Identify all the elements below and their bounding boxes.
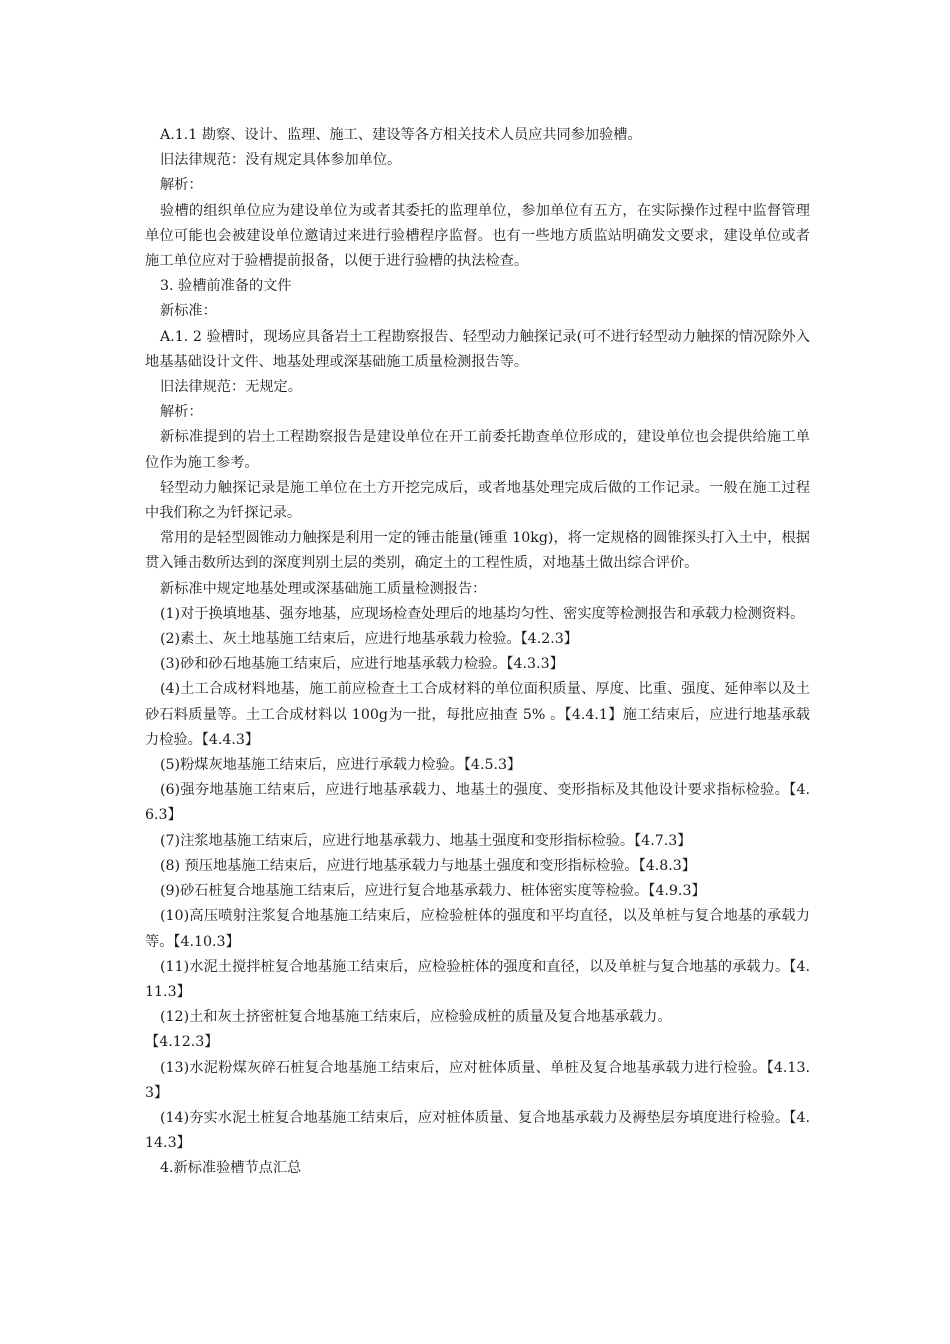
paragraph-analysis: 新标准提到的岩土工程勘察报告是建设单位在开工前委托勘查单位形成的，建设单位也会提供给施工单位作为施工参考。 [145, 429, 810, 471]
paragraph-analysis: 新标准中规定地基处理或深基础施工质量检测报告： [160, 580, 487, 597]
list-item: (11)水泥土搅拌桩复合地基施工结束后，应检验桩体的强度和直径，以及单桩与复合地基的承载力。【4.11.3】 [145, 958, 810, 1000]
list-item: (14)夯实水泥土桩复合地基施工结束后，应对桩体质量、复合地基承载力及褥垫层夯填度进行检验。【4.14.3】 [145, 1109, 810, 1152]
paragraph-analysis: 验槽的组织单位应为建设单位为或者其委托的监理单位，参加单位有五方，在实际操作过程中监督管理单位可能也会被建设单位邀请过来进行验槽程序监督。也有一些地方质监站明确发文要求，建设单位或者施工单位应对于验槽提前报备，以便于进行验槽的执法检查。 [145, 202, 810, 270]
list-item: (1)对于换填地基、强夯地基，应现场检查处理后的地基均匀性、密实度等检测报告和承载力检测资料。 [160, 605, 805, 622]
paragraph-old-rule: 旧法律规范：没有规定具体参加单位。 [160, 152, 402, 169]
list-item: (2)素土、灰土地基施工结束后，应进行地基承载力检验。【4.2.3】 [160, 631, 578, 648]
list-item: (4)土工合成材料地基，施工前应检查土工合成材料的单位面积质量、厚度、比重、强度、延伸率以及土砂石料质量等。土工合成材料以 100g为一批，每批应抽查 5% 。【4.4.1】施工结束后，应进行地基承载力检验。【4.4.3】 [145, 681, 810, 748]
list-item: (9)砂石桩复合地基施工结束后，应进行复合地基承载力、桩体密实度等检验。【4.9.3】 [160, 883, 706, 900]
paragraph-old-rule: 旧法律规范：无规定。 [160, 379, 302, 396]
paragraph-a11: A.1.1 勘察、设计、监理、施工、建设等各方相关技术人员应共同参加验槽。 [160, 127, 642, 143]
paragraph-analysis: 常用的是轻型圆锥动力触探是利用一定的锤击能量(锤重 10kg)，将一定规格的圆锥探头打入土中，根据贯入锤击数所达到的深度判别土层的类别，确定土的工程性质，对地基土做出综合评价。 [145, 530, 810, 572]
list-item-continuation: 【4.12.3】 [145, 1034, 219, 1051]
section-heading-4: 4.新标准验槽节点汇总 [160, 1160, 302, 1177]
section-heading-3: 3. 验槽前准备的文件 [160, 278, 292, 295]
list-item: (5)粉煤灰地基施工结束后，应进行承载力检验。【4.5.3】 [160, 757, 522, 774]
list-item: (3)砂和砂石地基施工结束后，应进行地基承载力检验。【4.3.3】 [160, 656, 564, 673]
list-item: (6)强夯地基施工结束后，应进行地基承载力、地基土的强度、变形指标及其他设计要求指标检验。【4.6.3】 [145, 782, 810, 824]
paragraph-analysis-label: 解析： [160, 404, 203, 421]
document-body [145, 123, 810, 1182]
list-item: (7)注浆地基施工结束后，应进行地基承载力、地基土强度和变形指标检验。【4.7.3】 [160, 832, 692, 849]
list-item: (12)土和灰土挤密桩复合地基施工结束后，应检验成桩的质量及复合地基承载力。 [160, 1009, 672, 1026]
paragraph-new-standard-label: 新标准： [160, 303, 217, 320]
paragraph-analysis-label: 解析： [160, 177, 203, 194]
list-item: (8) 预压地基施工结束后，应进行地基承载力与地基土强度和变形指标检验。【4.8.3】 [160, 857, 696, 874]
list-item: (10)高压喷射注浆复合地基施工结束后，应检验桩体的强度和平均直径，以及单桩与复合地基的承载力等。【4.10.3】 [145, 908, 810, 950]
paragraph-a12: A.1. 2 验槽时，现场应具备岩土工程勘察报告、轻型动力触探记录(可不进行轻型动力触探的情况除外入地基基础设计文件、地基处理或深基础施工质量检测报告等。 [145, 328, 810, 370]
list-item: (13)水泥粉煤灰碎石桩复合地基施工结束后，应对桩体质量、单桩及复合地基承载力进行检验。【4.13.3】 [145, 1059, 810, 1101]
paragraph-analysis: 轻型动力触探记录是施工单位在土方开挖完成后，或者地基处理完成后做的工作记录。一般在施工过程中我们称之为钎探记录。 [145, 479, 810, 522]
